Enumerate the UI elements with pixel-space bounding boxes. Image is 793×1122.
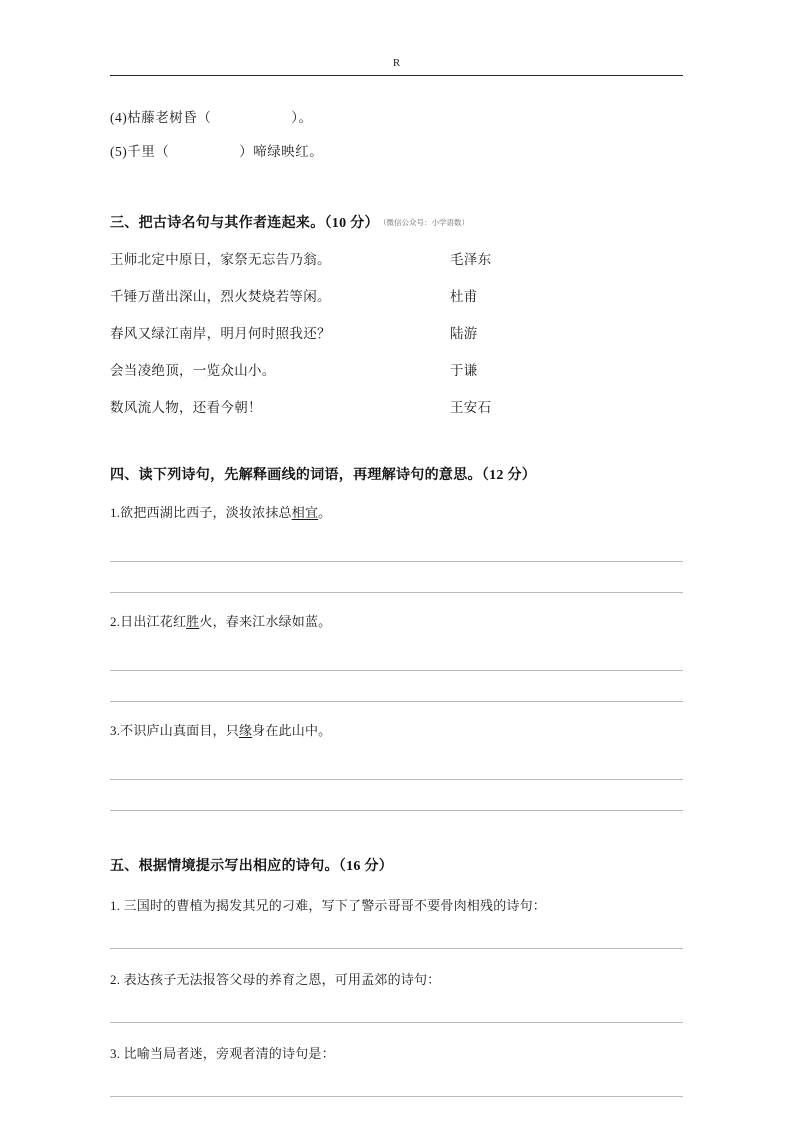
fill-blank-item xyxy=(110,140,683,160)
fill-blank-number: (4) xyxy=(110,110,128,125)
question-underlined-word: 相宜 xyxy=(291,505,319,520)
fill-blank-tail: ）。 xyxy=(291,110,313,125)
question-text-post: 身在此山中。 xyxy=(252,723,332,738)
match-left-text: 王师北定中原日，家祭无忘告乃翁。 xyxy=(110,252,331,267)
question-number: 3. xyxy=(110,723,121,738)
match-row xyxy=(110,359,683,379)
fill-blank-text: 枯藤老树昏（ xyxy=(127,110,212,125)
answer-line[interactable] xyxy=(110,671,683,702)
question-item xyxy=(110,502,683,521)
match-left-text: 千锤万凿出深山，烈火焚烧若等闲。 xyxy=(110,289,331,304)
situation-question: 2. 表达孩子无法报答父母的养育之恩，可用孟郊的诗句： xyxy=(110,972,441,987)
question-text-pre: 日出江花红 xyxy=(120,614,187,629)
match-right-author: 杜甫 xyxy=(450,289,478,304)
fill-blank-item xyxy=(110,106,683,126)
answer-line[interactable] xyxy=(110,640,683,671)
question-item xyxy=(110,611,683,630)
question-text-post: 。 xyxy=(318,505,332,520)
answer-lines xyxy=(110,640,683,702)
match-right-author: 陆游 xyxy=(450,326,478,341)
answer-lines xyxy=(110,749,683,811)
fill-blank-text: 千里（ xyxy=(127,144,170,159)
fill-blank-number: (5) xyxy=(110,144,128,159)
question-item xyxy=(110,720,683,739)
fill-blank-tail: ）啼绿映红。 xyxy=(239,144,324,159)
answer-line[interactable] xyxy=(110,1074,683,1097)
question-underlined-word: 缘 xyxy=(238,723,253,738)
match-list xyxy=(110,248,683,416)
section-3 xyxy=(110,212,683,416)
section-4-title: 四、读下列诗句，先解释画线的词语，再理解诗句的意思。（12 分） xyxy=(110,468,537,483)
answer-lines xyxy=(110,531,683,593)
match-row xyxy=(110,248,683,268)
section-5 xyxy=(110,855,683,1097)
page-header xyxy=(110,0,683,76)
match-left-text: 数风流人物，还看今朝！ xyxy=(110,400,262,415)
match-left-text: 春风又绿江南岸，明月何时照我还？ xyxy=(110,326,331,341)
section-5-title: 五、根据情境提示写出相应的诗句。（16 分） xyxy=(110,859,394,874)
answer-line[interactable] xyxy=(110,749,683,780)
situation-question: 3. 比喻当局者迷，旁观者清的诗句是： xyxy=(110,1046,335,1061)
answer-line[interactable] xyxy=(110,926,683,949)
section-3-title xyxy=(110,212,683,232)
watermark-stamp: （微信公众号：小学语数） xyxy=(382,218,470,227)
question-text-pre: 欲把西湖比西子，淡妆浓抹总 xyxy=(120,505,292,520)
answer-line[interactable] xyxy=(110,531,683,562)
answer-line[interactable] xyxy=(110,780,683,811)
match-left-text: 会当凌绝顶，一览众山小。 xyxy=(110,363,276,378)
match-row xyxy=(110,396,683,416)
question-number: 1. xyxy=(110,505,121,520)
situation-question: 1. 三国时的曹植为揭发其兄的刁难，写下了警示哥哥不要骨肉相残的诗句： xyxy=(110,898,547,913)
match-row xyxy=(110,322,683,342)
section-3-title-text: 三、把古诗名句与其作者连起来。（10 分） xyxy=(110,216,379,231)
answer-line[interactable] xyxy=(110,1000,683,1023)
match-right-author: 于谦 xyxy=(450,363,478,378)
match-right-author: 王安石 xyxy=(450,400,492,415)
question-underlined-word: 胜 xyxy=(186,614,200,629)
match-right-author: 毛泽东 xyxy=(450,252,492,267)
header-divider xyxy=(110,75,683,76)
section-4 xyxy=(110,464,683,811)
answer-line[interactable] xyxy=(110,562,683,593)
fill-blank-continued xyxy=(110,106,683,160)
question-number: 2. xyxy=(110,614,121,629)
match-row xyxy=(110,285,683,305)
question-text-post: 火，春来江水绿如蓝。 xyxy=(199,614,332,629)
question-text-pre: 不识庐山真面目，只 xyxy=(120,723,239,738)
header-mark: R xyxy=(392,57,401,69)
